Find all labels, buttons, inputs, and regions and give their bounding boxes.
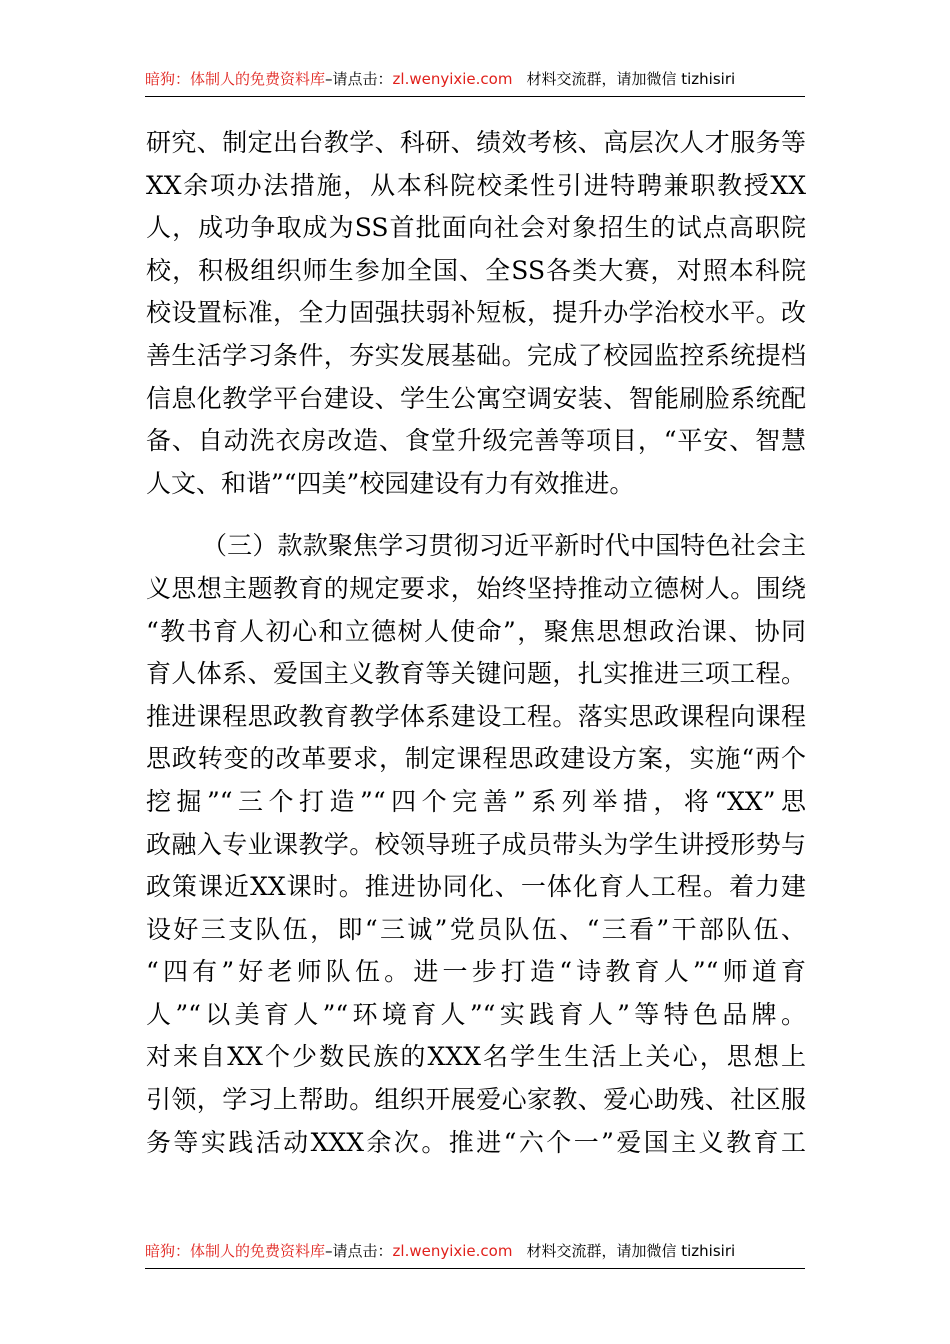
text-line: “教书育人初心和立德树人使命”，聚焦思想政治课、协同	[146, 616, 806, 646]
text-line: 挖掘”“三个打造”“四个完善”系列举措，将“XX”思	[146, 786, 806, 816]
text-line: 校设置标准，全力固强扶弱补短板，提升办学治校水平。改	[146, 298, 806, 328]
text-line: “四有”好老师队伍。进一步打造“诗教育人”“师道育	[146, 957, 806, 987]
text-line: 善生活学习条件，夯实发展基础。完成了校园监控系统提档	[146, 340, 806, 370]
text-line: 政策课近XX课时。推进协同化、一体化育人工程。着力建	[146, 872, 806, 902]
text-line: 研究、制定出台教学、科研、绩效考核、高层次人才服务等	[146, 128, 806, 157]
text-line: （三）款款聚焦学习贯彻习近平新时代中国特色社会主	[202, 531, 806, 561]
text-line: 人”“以美育人”“环境育人”“实践育人”等特色品牌。	[146, 999, 806, 1029]
text-line: 义思想主题教育的规定要求，始终坚持推动立德树人。围绕	[146, 573, 806, 603]
header-banner	[145, 62, 805, 97]
footer-url-link[interactable]: zl.wenyixie.com	[392, 1242, 513, 1260]
text-line: 思政转变的改革要求，制定课程思政建设方案，实施“两个	[146, 744, 806, 774]
text-line: 政融入专业课教学。校领导班子成员带头为学生讲授形势与	[146, 829, 806, 859]
text-line: 务等实践活动XXX余次。推进“六个一”爱国主义教育工	[146, 1127, 806, 1157]
text-line: 校，积极组织师生参加全国、全SS各类大赛，对照本科院	[146, 255, 806, 285]
text-line: 设好三支队伍，即“三诚”党员队伍、“三看”干部队伍、	[146, 914, 806, 944]
header-url-link[interactable]: zl.wenyixie.com	[392, 70, 513, 88]
footer-link-prefix: –请点击：	[325, 1242, 393, 1260]
document-body	[146, 122, 806, 1164]
paragraph-2	[146, 525, 806, 1164]
footer-brand: 暗狗：体制人的免费资料库	[145, 1242, 326, 1260]
paragraph-1	[146, 122, 806, 505]
text-line: 对来自XX个少数民族的XXX名学生生活上关心，思想上	[146, 1042, 806, 1072]
text-line: 推进课程思政教育教学体系建设工程。落实思政课程向课程	[146, 701, 806, 731]
header-brand: 暗狗：体制人的免费资料库	[145, 70, 326, 88]
text-line: 人文、和谐”“四美”校园建设有力有效推进。	[146, 468, 635, 498]
header-link-prefix: –请点击：	[325, 70, 393, 88]
text-line: 育人体系、爱国主义教育等关键问题，扎实推进三项工程。	[146, 659, 806, 689]
footer-contact: 材料交流群，请加微信 tizhisiri	[526, 1242, 736, 1260]
footer-banner	[145, 1234, 805, 1269]
text-line: 人，成功争取成为SS首批面向社会对象招生的试点高职院	[146, 213, 806, 243]
text-line: XX余项办法措施，从本科院校柔性引进特聘兼职教授XX	[146, 170, 806, 200]
text-line: 信息化教学平台建设、学生公寓空调安装、智能刷脸系统配	[146, 383, 806, 413]
header-contact: 材料交流群，请加微信 tizhisiri	[526, 70, 736, 88]
text-line: 备、自动洗衣房改造、食堂升级完善等项目，“平安、智慧	[146, 426, 806, 456]
text-line: 引领，学习上帮助。组织开展爱心家教、爱心助残、社区服	[146, 1085, 806, 1115]
